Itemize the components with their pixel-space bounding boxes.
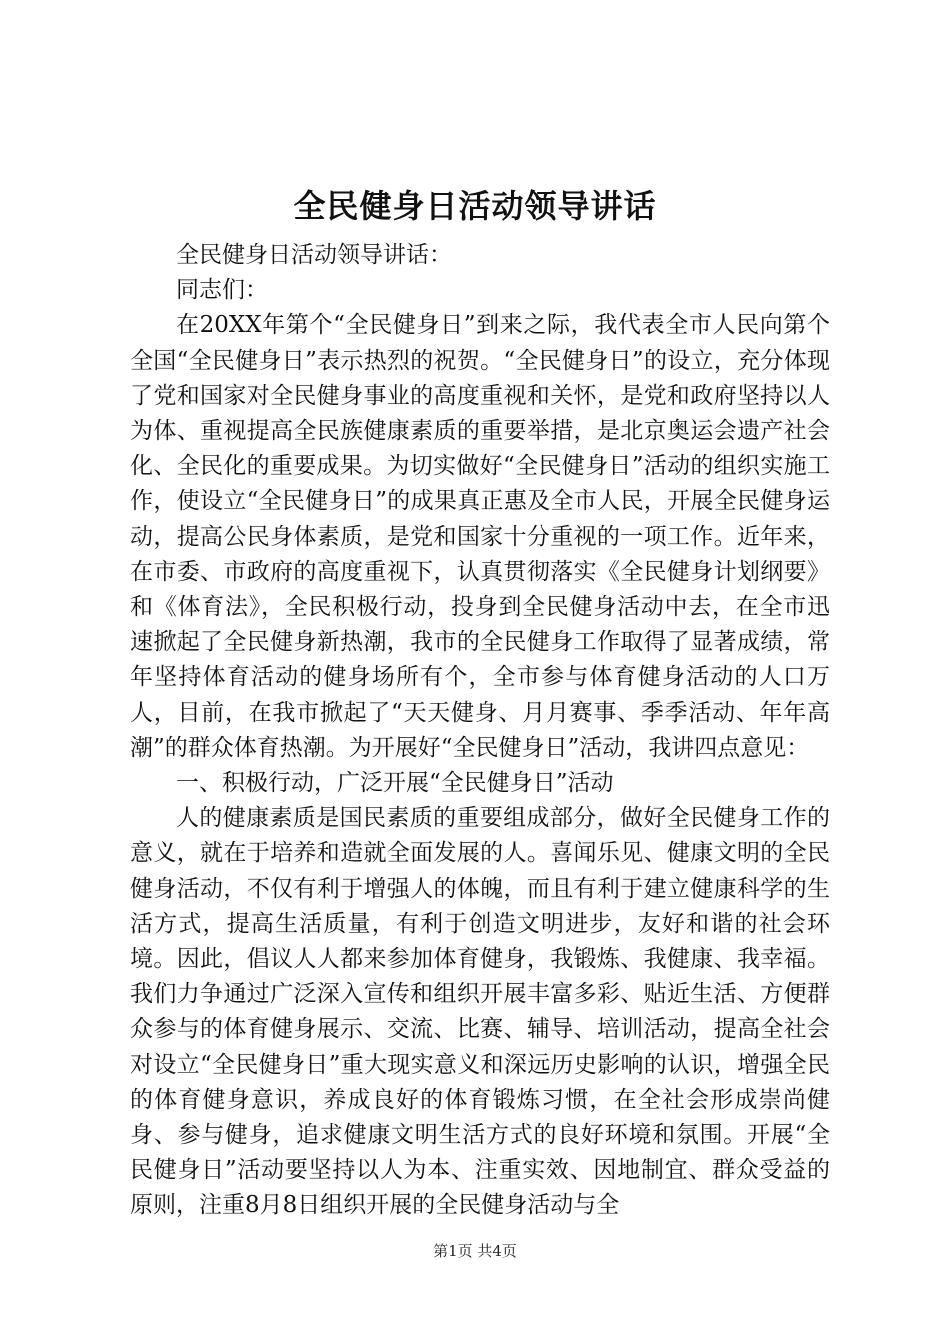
body-paragraph: 人的健康素质是国民素质的重要组成部分，做好全民健身工作的意义，就在于培养和造就全面发展的人。喜闻乐见、健康文明的全民健身活动，不仅有利于增强人的体魄，而且有利于建立健康科学的生活方式，提高生活质量，有利于创造文明进步，友好和谐的社会环境。因此，倡议人人都来参加体育健身，我锻炼、我健康、我幸福。我们力争通过广泛深入宣传和组织开展丰富多彩、贴近生活、方便群众参与的体育健身展示、交流、比赛、辅导、培训活动，提高全社会对设立“全民健身日”重大现实意义和深远历史影响的认识，增强全民的体育健身意识，养成良好的体育锻炼习惯，在全社会形成崇尚健身、参与健身，追求健康文明生活方式的良好环境和氛围。开展“全民健身日”活动要坚持以人为本、注重实效、因地制宜、群众受益的原则，注重8月8日组织开展的全民健身活动与全: [130, 805, 830, 1219]
salutation-heading: 全民健身日活动领导讲话：: [176, 242, 452, 268]
body-paragraph: 在20XX年第个“全民健身日”到来之际，我代表全市人民向第个全国“全民健身日”表示热烈的祝贺。“全民健身日”的设立，充分体现了党和国家对全民健身事业的高度重视和关怀，是党和政府坚持以人为体、重视提高全民族健康素质的重要举措，是北京奥运会遗产社会化、全民化的重要成果。为切实做好“全民健身日”活动的组织实施工作，使设立“全民健身日”的成果真正惠及全市人民，开展全民健身运动，提高公民身体素质，是党和国家十分重视的一项工作。近年来，在市委、市政府的高度重视下，认真贯彻落实《全民健身计划纲要》和《体育法》，全民积极行动，投身到全民健身活动中去，在全市迅速掀起了全民健身新热潮，我市的全民健身工作取得了显著成绩，常年坚持体育活动的健身场所有个，全市参与体育健身活动的人口万人，目前，在我市掀起了“天天健身、月月赛事、季季活动、年年高潮”的群众体育热潮。为开展好“全民健身日”活动，我讲四点意见：: [130, 312, 830, 761]
document-title: 全民健身日活动领导讲话: [293, 187, 657, 225]
page-number-footer: 第1页 共4页: [433, 1242, 517, 1260]
section-heading: 一、积极行动，广泛开展“全民健身日”活动: [176, 770, 614, 797]
document-body: [130, 238, 830, 1224]
salutation: 同志们：: [176, 277, 268, 304]
